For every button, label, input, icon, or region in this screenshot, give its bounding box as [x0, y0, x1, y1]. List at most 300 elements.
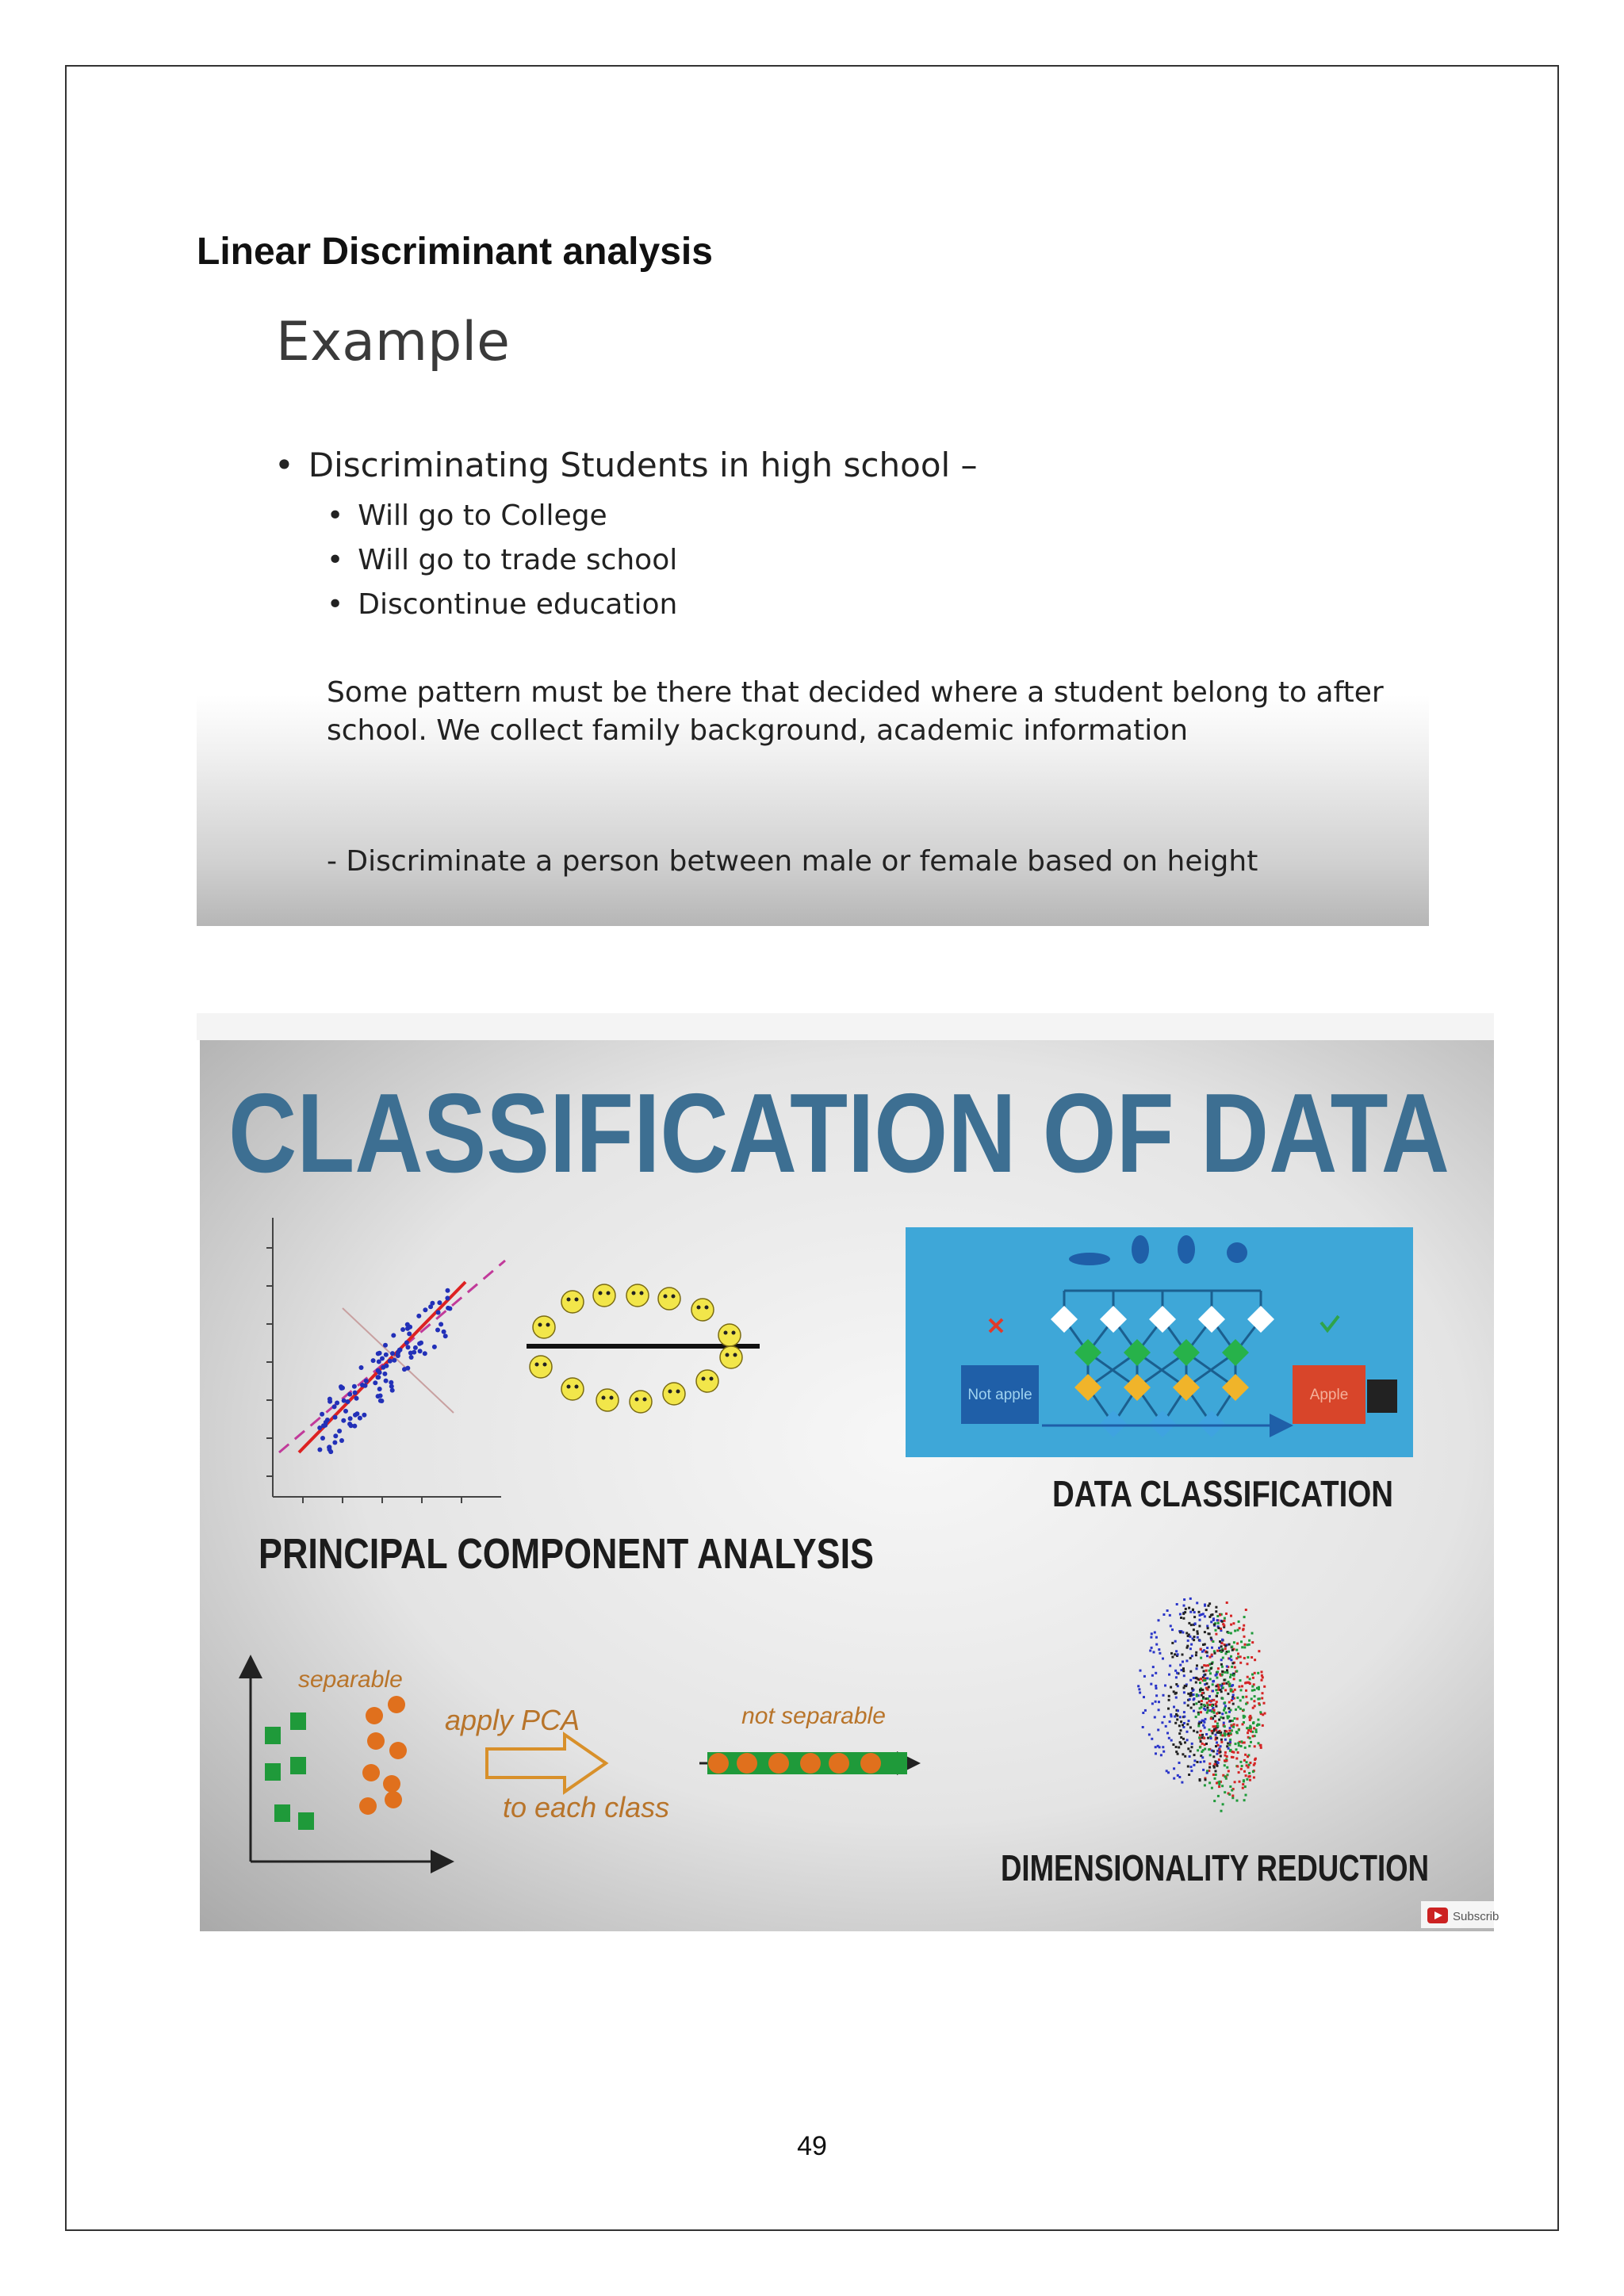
cloud-point	[1263, 1702, 1266, 1705]
cloud-point	[1220, 1689, 1222, 1691]
cloud-point	[1239, 1699, 1242, 1701]
cloud-point	[1174, 1670, 1177, 1672]
smiley-eye	[672, 1295, 676, 1299]
cloud-point	[1213, 1709, 1216, 1712]
cloud-point	[1223, 1624, 1225, 1627]
cloud-point	[1224, 1791, 1226, 1793]
cloud-point	[1214, 1652, 1216, 1655]
cloud-point	[1193, 1677, 1195, 1679]
classification-slide	[200, 1040, 1500, 1931]
cloud-point	[1210, 1621, 1212, 1623]
smiley-face-icon	[561, 1291, 584, 1313]
cloud-point	[1243, 1657, 1246, 1659]
pca-point	[364, 1379, 369, 1383]
cloud-point	[1151, 1632, 1153, 1635]
cloud-point	[1222, 1649, 1224, 1651]
smiley-eye	[664, 1295, 668, 1299]
cloud-point	[1216, 1712, 1218, 1715]
cloud-point	[1210, 1700, 1212, 1702]
pca-point	[406, 1345, 411, 1349]
cloud-point	[1246, 1761, 1248, 1763]
cloud-point	[1255, 1731, 1258, 1733]
cloud-point	[1224, 1755, 1227, 1757]
cloud-point	[1220, 1741, 1223, 1743]
cloud-point	[1186, 1731, 1189, 1733]
cloud-point	[1195, 1654, 1197, 1656]
cloud-point	[1208, 1748, 1210, 1751]
cloud-point	[1231, 1797, 1234, 1799]
cloud-point	[1258, 1686, 1260, 1689]
cloud-point	[1238, 1744, 1240, 1747]
cloud-point	[1199, 1689, 1201, 1691]
cloud-point	[1193, 1628, 1195, 1631]
cloud-point	[1232, 1726, 1235, 1728]
cloud-point	[1246, 1727, 1248, 1729]
cloud-point	[1175, 1697, 1178, 1699]
cloud-point	[1234, 1667, 1236, 1669]
pca-point	[320, 1436, 325, 1441]
cloud-point	[1251, 1697, 1253, 1700]
cloud-point	[1221, 1670, 1224, 1673]
pca-point	[388, 1359, 393, 1364]
cloud-point	[1218, 1785, 1220, 1788]
pca-point	[353, 1391, 358, 1395]
pca-point	[437, 1300, 442, 1305]
cloud-point	[1183, 1701, 1185, 1704]
cloud-point	[1182, 1661, 1184, 1663]
cloud-point	[1197, 1636, 1199, 1639]
pca-point	[384, 1364, 389, 1368]
cloud-point	[1239, 1781, 1241, 1783]
cloud-point	[1184, 1741, 1186, 1743]
pca-point	[352, 1384, 357, 1389]
pca-point	[320, 1412, 324, 1417]
cloud-point	[1201, 1720, 1204, 1722]
cloud-point	[1185, 1632, 1188, 1634]
cloud-point	[1238, 1621, 1240, 1623]
cloud-point	[1209, 1678, 1212, 1680]
pca-point	[439, 1322, 443, 1326]
cloud-point	[1235, 1670, 1238, 1672]
smiley-face-icon	[561, 1378, 584, 1400]
camera-icon	[1367, 1380, 1397, 1413]
cloud-point	[1221, 1785, 1224, 1787]
cloud-point	[1233, 1641, 1235, 1644]
cloud-point	[1194, 1622, 1197, 1624]
cloud-point	[1151, 1702, 1154, 1705]
cloud-point	[1211, 1654, 1213, 1656]
cloud-point	[1214, 1760, 1216, 1762]
cloud-point	[1247, 1755, 1249, 1758]
cloud-point	[1175, 1751, 1178, 1753]
cloud-point	[1216, 1673, 1218, 1675]
cloud-point	[1243, 1742, 1246, 1744]
cloud-point	[1162, 1746, 1164, 1748]
cloud-point	[1219, 1781, 1221, 1783]
cloud-point	[1229, 1720, 1231, 1722]
cloud-point	[1228, 1644, 1231, 1646]
cloud-point	[1253, 1777, 1255, 1779]
cloud-point	[1218, 1686, 1220, 1689]
pca-point	[376, 1375, 381, 1380]
cloud-point	[1169, 1720, 1171, 1723]
cloud-point	[1224, 1671, 1226, 1674]
cloud-point	[1200, 1648, 1202, 1651]
smiley-eye	[732, 1331, 736, 1335]
cloud-point	[1247, 1729, 1250, 1732]
pca-point	[436, 1311, 441, 1315]
cloud-point	[1201, 1692, 1204, 1694]
cloud-point	[1249, 1715, 1251, 1717]
cloud-point	[1260, 1744, 1262, 1747]
cloud-point	[1199, 1619, 1201, 1621]
smiley-eye	[575, 1385, 579, 1389]
cloud-point	[1261, 1679, 1263, 1682]
cloud-point	[1217, 1667, 1220, 1670]
cloud-point	[1211, 1787, 1213, 1789]
cloud-point	[1181, 1781, 1183, 1784]
cloud-point	[1213, 1624, 1216, 1626]
cloud-point	[1155, 1644, 1158, 1646]
cloud-point	[1185, 1608, 1187, 1610]
cloud-point	[1240, 1640, 1243, 1643]
cloud-point	[1199, 1734, 1201, 1736]
cloud-point	[1205, 1778, 1207, 1781]
pca-point	[397, 1348, 402, 1353]
cloud-point	[1213, 1766, 1216, 1769]
cloud-point	[1184, 1755, 1186, 1758]
cloud-point	[1144, 1709, 1147, 1712]
cloud-point	[1191, 1746, 1193, 1748]
cloud-point	[1252, 1677, 1254, 1679]
cloud-point	[1187, 1766, 1189, 1768]
cloud-point	[1207, 1627, 1209, 1629]
classification-illustration	[200, 1040, 1500, 1931]
cloud-point	[1237, 1751, 1239, 1754]
cloud-point	[1235, 1709, 1237, 1711]
cloud-point	[1158, 1709, 1160, 1711]
cloud-point	[1165, 1725, 1167, 1728]
cloud-point	[1248, 1745, 1251, 1747]
cloud-point	[1173, 1777, 1175, 1780]
cloud-point	[1221, 1697, 1224, 1700]
cloud-point	[1236, 1718, 1239, 1720]
cloud-point	[1139, 1670, 1142, 1672]
cloud-point	[1235, 1649, 1238, 1651]
cloud-point	[1227, 1717, 1229, 1720]
pca-point	[391, 1333, 396, 1337]
cloud-point	[1208, 1766, 1211, 1769]
cloud-point	[1243, 1780, 1245, 1782]
cloud-point	[1193, 1693, 1195, 1696]
cloud-point	[1155, 1636, 1158, 1639]
cloud-point	[1229, 1785, 1231, 1788]
separable-graphic	[251, 1657, 452, 1862]
cloud-point	[1231, 1666, 1233, 1668]
cloud-point	[1182, 1670, 1185, 1672]
cloud-point	[1170, 1739, 1173, 1742]
cloud-point	[1227, 1671, 1229, 1674]
cloud-point	[1225, 1712, 1228, 1714]
cloud-point	[1193, 1616, 1196, 1618]
cloud-point	[1243, 1709, 1245, 1711]
cloud-point	[1250, 1741, 1252, 1743]
cloud-point	[1254, 1659, 1256, 1661]
cloud-point	[1231, 1697, 1234, 1700]
cloud-point	[1188, 1622, 1190, 1624]
cloud-point	[1261, 1697, 1263, 1700]
pca-point	[409, 1355, 414, 1360]
cloud-point	[1251, 1674, 1254, 1676]
pca-point	[392, 1358, 396, 1363]
cloud-point	[1215, 1770, 1217, 1773]
cloud-point	[1216, 1782, 1218, 1785]
cloud-point	[1211, 1730, 1213, 1732]
pca-point	[376, 1368, 381, 1373]
cloud-point	[1177, 1774, 1179, 1777]
cloud-point	[1162, 1658, 1164, 1660]
cloud-point	[1180, 1617, 1182, 1619]
sub-bullet	[327, 544, 677, 576]
subscribe-badge[interactable]	[1421, 1901, 1499, 1928]
cloud-point	[1232, 1694, 1235, 1697]
cloud-point	[1217, 1622, 1220, 1624]
cloud-point	[1193, 1703, 1195, 1705]
sub-bullet	[327, 588, 677, 621]
smiley-eye	[705, 1306, 709, 1310]
dimensionality-reduction-label: DIMENSIONALITY REDUCTION	[1001, 1847, 1429, 1888]
data-classification-label: DATA CLASSIFICATION	[1052, 1473, 1393, 1514]
cloud-point	[1143, 1696, 1145, 1698]
cloud-point	[1198, 1611, 1201, 1613]
cloud-point	[1221, 1639, 1224, 1641]
cloud-point	[1215, 1606, 1217, 1609]
pca-point	[327, 1445, 331, 1450]
pca-point	[371, 1358, 376, 1363]
pca-point	[335, 1401, 339, 1406]
cloud-point	[1178, 1732, 1181, 1735]
pca-point	[443, 1334, 448, 1338]
cloud-point	[1183, 1605, 1185, 1607]
cloud-point	[1231, 1662, 1234, 1664]
cloud-point	[1206, 1655, 1208, 1657]
pca-point	[339, 1384, 343, 1389]
cloud-point	[1180, 1736, 1182, 1739]
cloud-point	[1216, 1725, 1219, 1728]
cloud-point	[1249, 1725, 1251, 1728]
sub-bullet-text: Discontinue education	[358, 588, 678, 621]
cloud-point	[1150, 1683, 1152, 1686]
cloud-point	[1175, 1676, 1178, 1678]
cloud-point	[1233, 1674, 1235, 1677]
cloud-point	[1230, 1615, 1232, 1617]
cloud-point	[1190, 1707, 1193, 1709]
cloud-point	[1158, 1619, 1160, 1621]
smiley-eye	[702, 1377, 706, 1381]
cloud-point	[1239, 1679, 1242, 1682]
smiley-eye	[607, 1292, 611, 1295]
cloud-point	[1216, 1723, 1219, 1725]
cloud-point	[1168, 1737, 1170, 1739]
apply-pca-arrow-icon	[487, 1735, 606, 1792]
cloud-point	[1216, 1737, 1218, 1739]
cloud-point	[1228, 1770, 1230, 1773]
cloud-point	[1214, 1777, 1216, 1780]
cloud-point	[1251, 1689, 1254, 1692]
cloud-point	[1197, 1749, 1199, 1751]
pca-point	[423, 1351, 427, 1356]
pca-point	[376, 1351, 381, 1356]
cloud-point	[1243, 1716, 1246, 1718]
cloud-point	[1177, 1653, 1179, 1655]
cloud-point	[1207, 1709, 1209, 1712]
pca-point	[446, 1288, 450, 1293]
cloud-point	[1215, 1610, 1217, 1613]
orange-point	[829, 1753, 849, 1774]
cloud-point	[1186, 1645, 1189, 1647]
cloud-point	[1196, 1664, 1198, 1667]
cloud-point	[1201, 1756, 1204, 1758]
smiley-face-icon	[663, 1383, 685, 1405]
smiley-eye	[640, 1292, 644, 1295]
pca-point	[380, 1357, 385, 1361]
cloud-point	[1189, 1750, 1192, 1752]
cloud-point	[1228, 1730, 1231, 1732]
cloud-point	[1243, 1616, 1246, 1618]
cloud-point	[1171, 1628, 1174, 1631]
cloud-point	[1185, 1659, 1188, 1662]
cloud-point	[1243, 1759, 1246, 1762]
cloud-point	[1236, 1724, 1239, 1727]
smiley-eye	[724, 1331, 728, 1335]
pca-point	[402, 1367, 407, 1372]
cloud-point	[1174, 1653, 1176, 1655]
cloud-point	[1215, 1689, 1217, 1691]
example-slide	[197, 301, 1429, 926]
cloud-point	[1253, 1700, 1255, 1702]
cloud-point	[1247, 1732, 1249, 1734]
cloud-point	[1232, 1751, 1235, 1754]
cloud-point	[1213, 1800, 1216, 1802]
smiley-face-icon	[720, 1346, 742, 1368]
bullet-dot-icon: •	[327, 588, 344, 621]
cloud-point	[1188, 1720, 1190, 1722]
cloud-point	[1218, 1758, 1220, 1761]
cloud-point	[1262, 1713, 1264, 1716]
cloud-point	[1254, 1672, 1256, 1674]
smiley-face-icon	[696, 1370, 718, 1392]
cloud-point	[1176, 1603, 1178, 1605]
cloud-point	[1223, 1709, 1225, 1712]
separable-label: separable	[298, 1667, 403, 1693]
pca-point	[354, 1396, 359, 1401]
cloud-point	[1202, 1724, 1205, 1727]
pca-point	[428, 1304, 433, 1309]
cloud-point	[1237, 1653, 1239, 1655]
cloud-point	[1221, 1735, 1224, 1737]
cloud-point	[1245, 1609, 1247, 1611]
cloud-point	[1162, 1694, 1165, 1697]
section-heading: Linear Discriminant analysis	[197, 231, 713, 273]
cloud-point	[1203, 1664, 1205, 1667]
cloud-point	[1175, 1746, 1178, 1748]
cloud-point	[1152, 1666, 1155, 1668]
cloud-point	[1228, 1744, 1231, 1747]
cloud-point	[1224, 1689, 1227, 1691]
cloud-point	[1151, 1738, 1153, 1740]
cloud-point	[1233, 1717, 1235, 1720]
cloud-point	[1239, 1686, 1241, 1688]
cloud-point	[1211, 1705, 1213, 1707]
cloud-point	[1182, 1667, 1185, 1670]
cloud-point	[1258, 1697, 1261, 1700]
cloud-point	[1214, 1763, 1216, 1766]
orange-point	[737, 1753, 757, 1774]
cloud-point	[1193, 1710, 1195, 1712]
cloud-point	[1250, 1730, 1252, 1732]
cloud-point	[1155, 1694, 1158, 1697]
cloud-point	[1186, 1739, 1189, 1741]
cloud-point	[1240, 1745, 1243, 1747]
cloud-point	[1254, 1745, 1256, 1747]
cloud-point	[1237, 1742, 1239, 1744]
cloud-point	[1226, 1669, 1228, 1671]
cloud-point	[1216, 1677, 1218, 1679]
cloud-point	[1191, 1687, 1193, 1689]
cloud-point	[1183, 1711, 1185, 1713]
cloud-point	[1177, 1753, 1179, 1755]
pca-point	[404, 1341, 409, 1345]
pca-point	[352, 1424, 357, 1429]
cloud-point	[1183, 1674, 1185, 1677]
cloud-point	[1168, 1695, 1170, 1697]
height-note: - Discriminate a person between male or female based on height	[327, 845, 1258, 878]
pca-point	[363, 1383, 368, 1388]
smiley-face-icon	[593, 1284, 615, 1307]
cloud-point	[1199, 1707, 1201, 1709]
cloud-point	[1212, 1699, 1215, 1701]
pca-point	[337, 1429, 342, 1433]
cloud-point	[1182, 1726, 1185, 1728]
cloud-point	[1200, 1740, 1202, 1743]
cloud-point	[1254, 1695, 1256, 1697]
smiley-eye	[632, 1292, 636, 1295]
cloud-point	[1216, 1650, 1219, 1652]
cloud-point	[1251, 1656, 1253, 1659]
cloud-point	[1243, 1636, 1246, 1638]
cloud-point	[1197, 1678, 1200, 1681]
cloud-point	[1224, 1775, 1226, 1777]
cloud-point	[1225, 1613, 1228, 1615]
pca-point	[362, 1413, 366, 1418]
cloud-point	[1172, 1743, 1174, 1746]
pineapple-icon	[1132, 1235, 1149, 1264]
cloud-point	[1220, 1663, 1223, 1666]
cloud-point	[1206, 1647, 1208, 1649]
cloud-point	[1206, 1682, 1208, 1685]
cloud-point	[1198, 1701, 1201, 1703]
cloud-point	[1166, 1732, 1169, 1735]
cloud-point	[1177, 1709, 1179, 1712]
cloud-point	[1239, 1662, 1242, 1664]
cloud-point	[1224, 1645, 1227, 1647]
cloud-point	[1217, 1795, 1220, 1797]
sub-bullet-text: Will go to trade school	[358, 544, 678, 576]
apple-label: Apple	[1309, 1387, 1349, 1403]
cloud-point	[1214, 1715, 1216, 1717]
cloud-point	[1252, 1735, 1254, 1737]
cloud-point	[1262, 1724, 1264, 1727]
